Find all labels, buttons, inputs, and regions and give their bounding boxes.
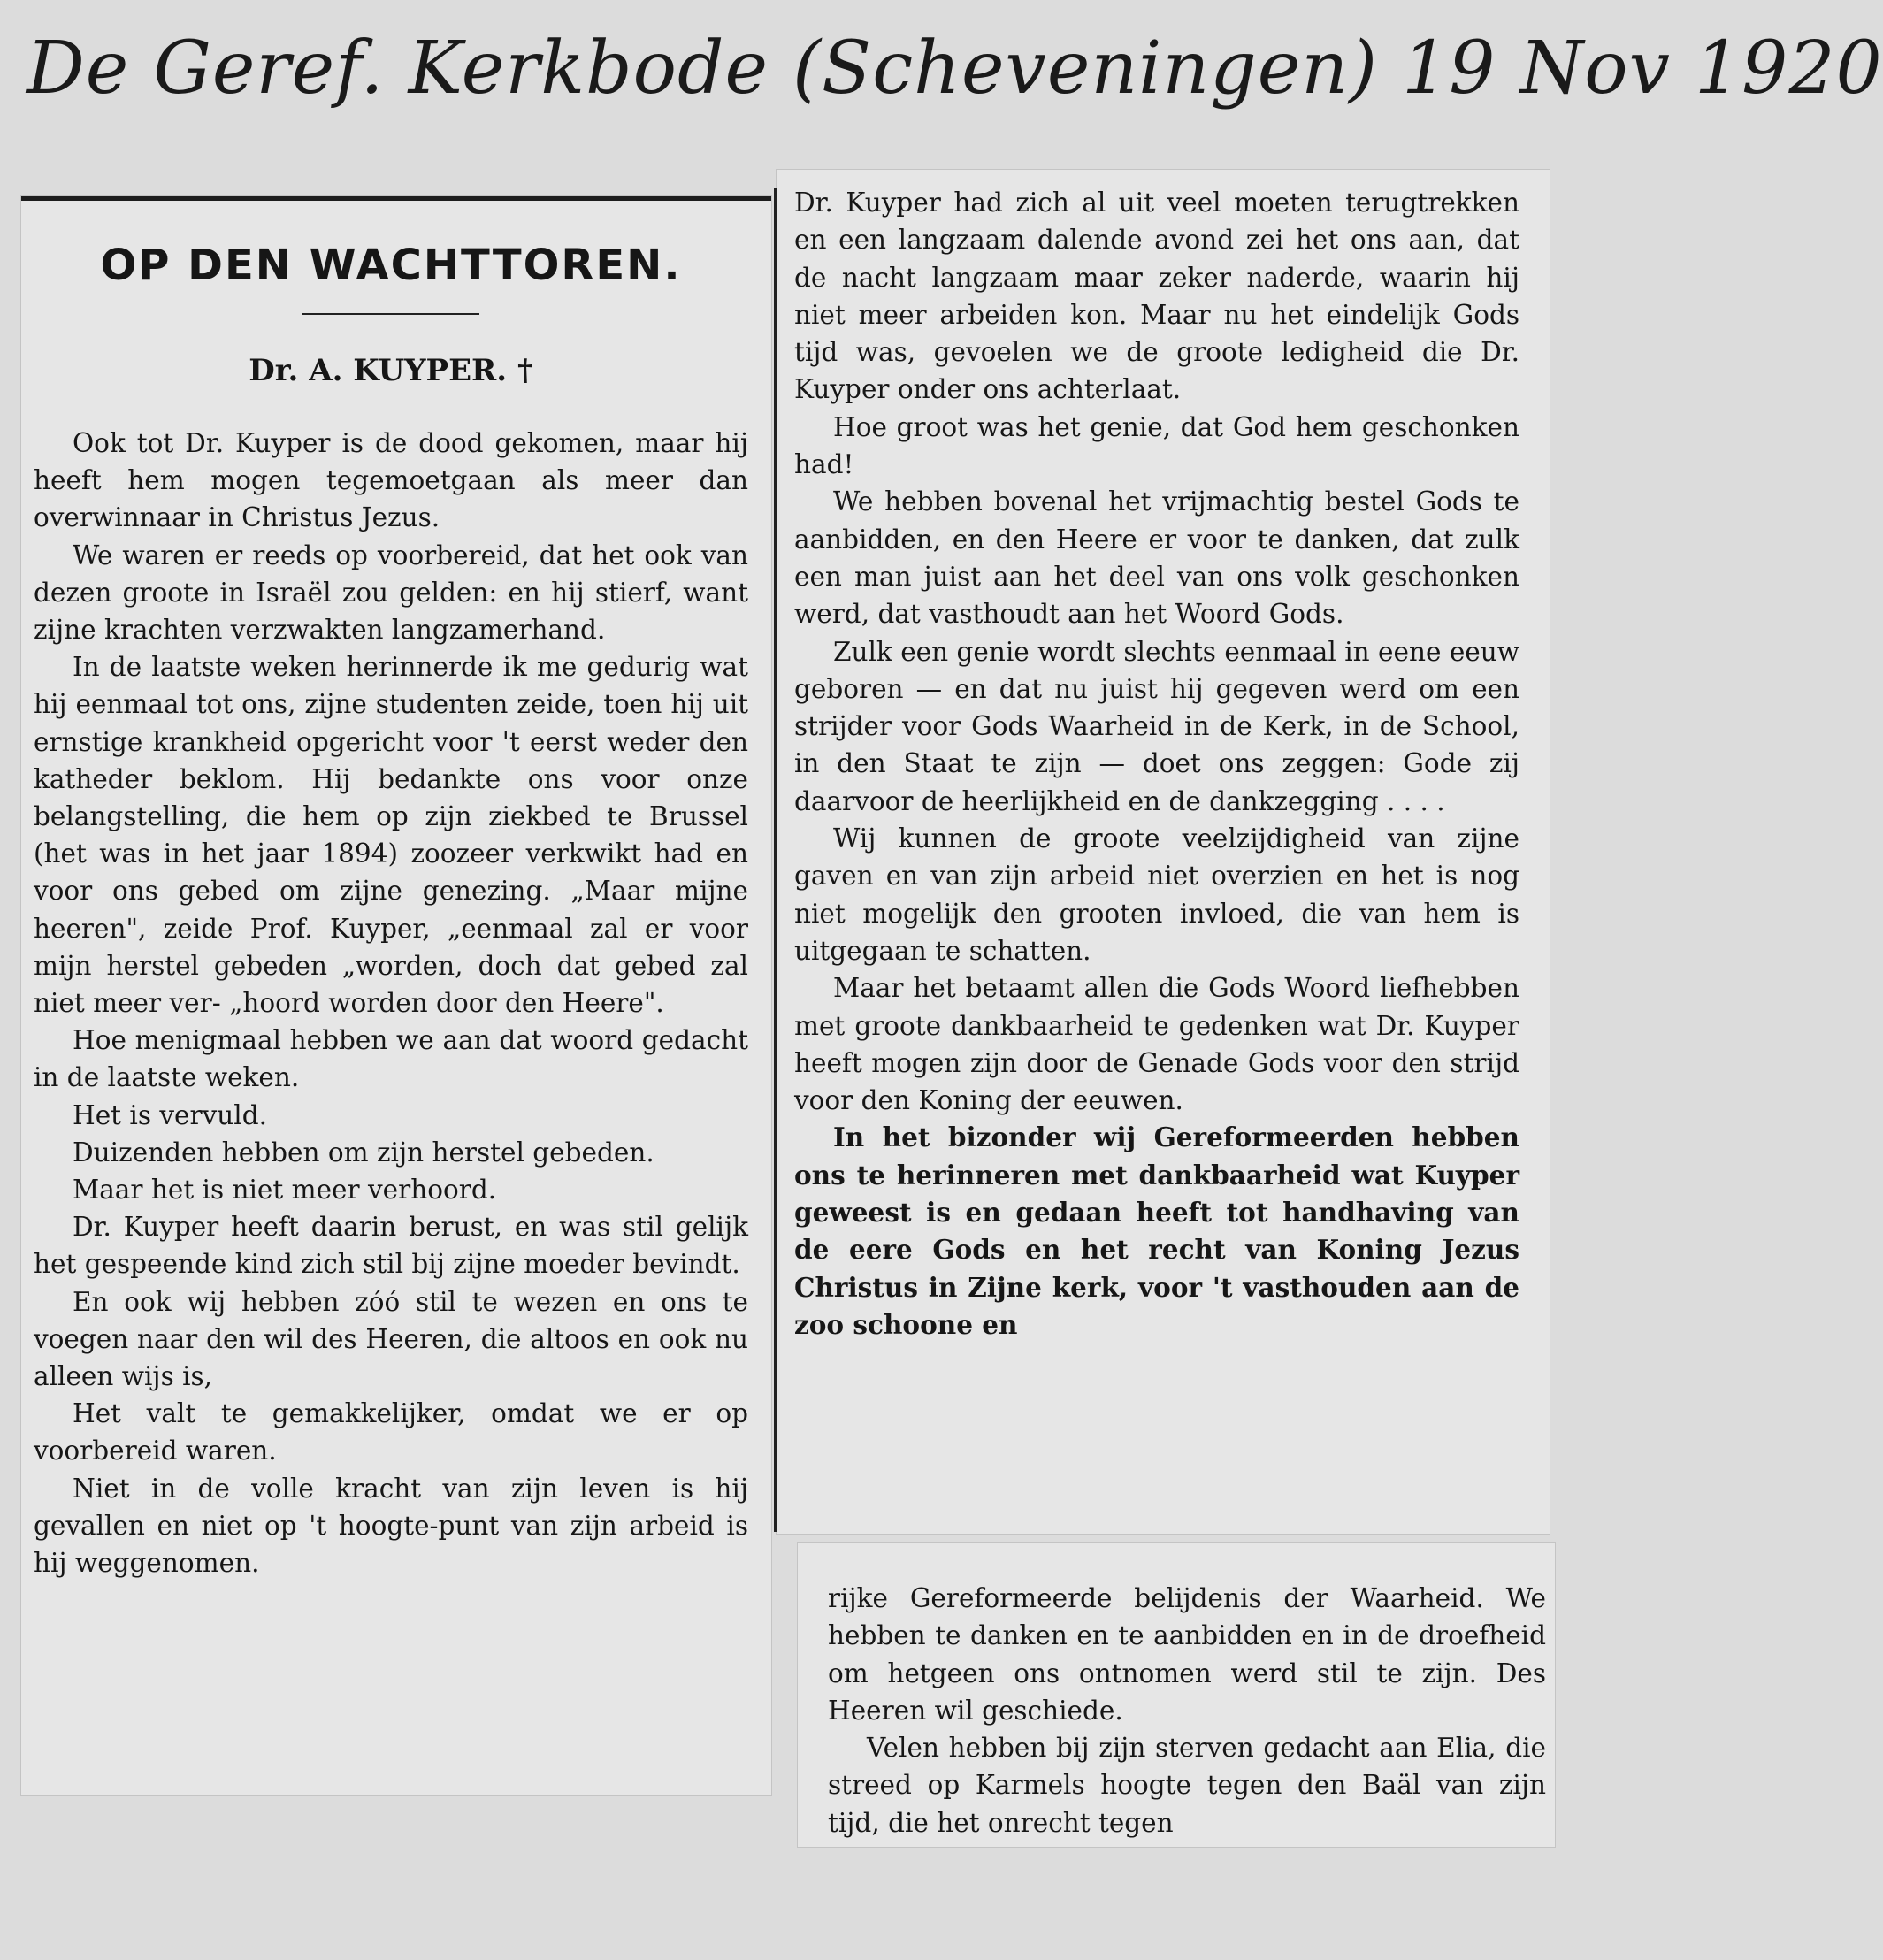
continuation-column — [828, 1580, 1546, 1841]
paragraph: Hoe groot was het genie, dat God hem geschonken had! — [794, 411, 1519, 480]
right-column — [794, 184, 1519, 1344]
article-title: OP DEN WACHTTOREN. — [100, 241, 682, 290]
paragraph: In de laatste weken herinnerde ik me gedurig wat hij eenmaal tot ons, zijne studenten zeide, toen hij uit ernstige krankheid opgericht voor 't eerst weder den katheder beklom. Hij bedankte ons voor onze belangstelling, die hem op zijn ziekbed te Brussel (het was in het jaar 1894) zoozeer verkwikt had en voor ons gebed om zijne genezing. „Maar mijne heeren", zeide Prof. Kuyper, „eenmaal zal er voor mijn herstel gebeden „worden, doch dat gebed zal niet meer ver- „hoord worden door den Heere". — [34, 652, 748, 1019]
paragraph: We hebben bovenal het vrijmachtig bestel Gods te aanbidden, en den Heere er voor te danken, dat zulk een man juist aan het deel van ons volk geschonken werd, dat vasthoudt aan het Woord Gods. — [794, 486, 1519, 630]
paragraph: Niet in de volle kracht van zijn leven is hij gevallen en niet op 't hoogte-punt van zijn arbeid is hij weggenomen. — [34, 1473, 748, 1579]
paragraph: Het is vervuld. — [73, 1099, 267, 1130]
paragraph: We waren er reeds op voorbereid, dat het ook van dezen groote in Israël zou gelden: en hij stierf, want zijne krachten verzwakten langzamerhand. — [34, 540, 748, 646]
paragraph: Hoe menigmaal hebben we aan dat woord gedacht in de laatste weken. — [34, 1025, 748, 1093]
paragraph: Maar het is niet meer verhoord. — [73, 1175, 497, 1206]
paragraph: rijke Gereformeerde belijdenis der Waarheid. We hebben te danken en te aanbidden en in de droefheid om hetgeen ons ontnomen werd stil te zijn. Des Heeren wil geschiede. — [828, 1583, 1546, 1726]
paragraph: Duizenden hebben om zijn herstel gebeden. — [73, 1137, 654, 1168]
paragraph: Maar het betaamt allen die Gods Woord liefhebben met groote dankbaarheid te gedenken wat Dr. Kuyper heeft mogen zijn door de Genade Gods voor den strijd voor den Koning der eeuwen. — [794, 973, 1519, 1116]
paragraph: Wij kunnen de groote veelzijdigheid van zijne gaven en van zijn arbeid niet overzien en het is nog niet mogelijk den grooten invloed, die van hem is uitgegaan te schatten. — [794, 823, 1519, 966]
paragraph: Dr. Kuyper had zich al uit veel moeten terugtrekken en een langzaam dalende avond zei het ons aan, dat de nacht langzaam maar zeker naderde, waarin hij niet meer arbeiden kon. Maar nu het eindelijk Gods tijd was, gevoelen we de groote ledigheid die Dr. Kuyper onder ons achterlaat. — [794, 188, 1519, 405]
title-rule — [302, 313, 479, 315]
left-column — [34, 237, 748, 1581]
paragraph: Ook tot Dr. Kuyper is de dood gekomen, maar hij heeft hem mogen tegemoetgaan als meer dan overwinnaar in Christus Jezus. — [34, 428, 748, 533]
handwritten-source-note: De Geref. Kerkbode (Scheveningen) 19 Nov 1920 — [27, 27, 1883, 111]
paragraph: Velen hebben bij zijn sterven gedacht aan Elia, die streed op Karmels hoogte tegen den Baäl van zijn tijd, die het onrecht tegen — [828, 1733, 1546, 1838]
paragraph: Het valt te gemakkelijker, omdat we er op voorbereid waren. — [34, 1398, 748, 1466]
top-rule — [21, 196, 771, 201]
paragraph: Dr. Kuyper heeft daarin berust, en was stil gelijk het gespeende kind zich stil bij zijne moeder bevindt. — [34, 1212, 748, 1280]
paragraph: En ook wij hebben zóó stil te wezen en ons te voegen naar den wil des Heeren, die altoos en ook nu alleen wijs is, — [34, 1286, 748, 1392]
paragraph: In het bizonder wij Gereformeerden hebben ons te herinneren met dankbaarheid wat Kuyper geweest is en gedaan heeft tot handhaving van de eere Gods en het recht van Koning Jezus Christus in Zijne kerk, voor 't vasthouden aan de zoo schoone en — [794, 1122, 1519, 1340]
article-subtitle: Dr. A. KUYPER. † — [249, 353, 533, 388]
column-divider — [774, 188, 777, 1532]
paragraph: Zulk een genie wordt slechts eenmaal in eene eeuw geboren — en dat nu juist hij gegeven werd om een strijder voor Gods Waarheid in de Kerk, in de School, in den Staat te zijn — doet ons zeggen: Gode zij daarvoor de heerlijkheid en de dankzegging . . . . — [794, 636, 1519, 816]
